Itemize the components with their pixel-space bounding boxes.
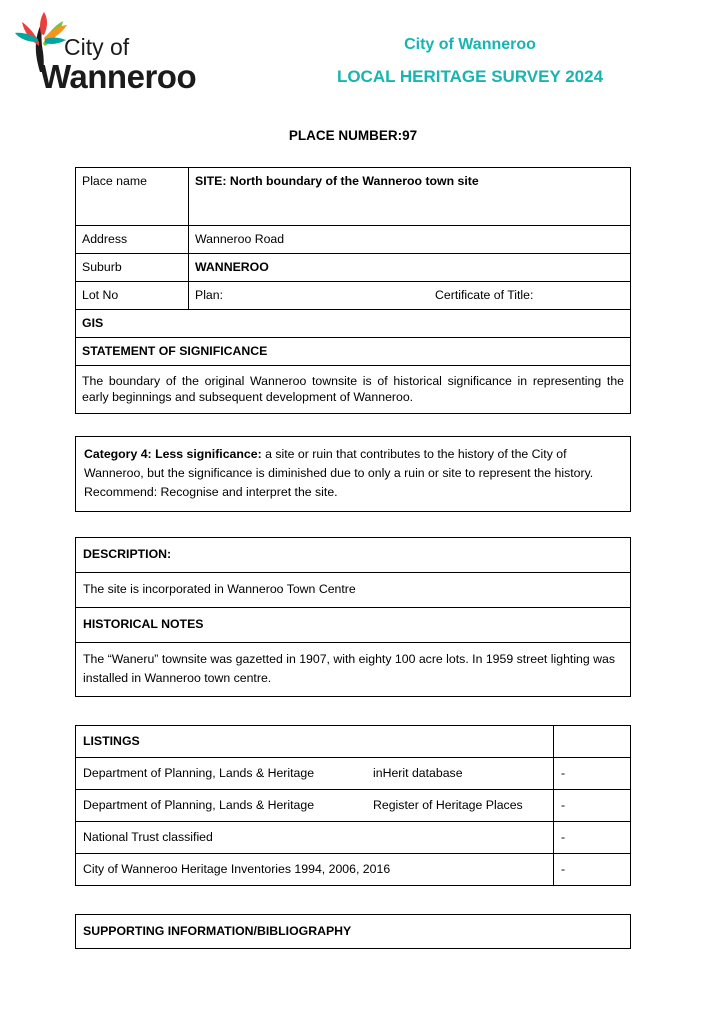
table-row: [76, 573, 631, 608]
listing-cell: [76, 758, 554, 790]
table-row: [76, 366, 631, 414]
address-label: Address: [76, 226, 189, 254]
description-table: [75, 537, 631, 697]
plan-label: Plan:: [195, 288, 224, 302]
listing-value: -: [554, 758, 631, 790]
listing-register: inHerit database: [373, 766, 463, 780]
description-text: The site is incorporated in Wanneroo Town Centre: [76, 573, 631, 608]
table-row: [76, 915, 631, 949]
category-heading: Category 4: Less significance:: [84, 447, 262, 461]
gis-label: GIS: [76, 310, 631, 338]
table-row: [76, 437, 631, 512]
table-row: [76, 726, 631, 758]
description-heading: DESCRIPTION:: [76, 538, 631, 573]
place-number: PLACE NUMBER:97: [288, 128, 418, 143]
listing-authority: City of Wanneroo Heritage Inventories 1994, 2006, 2016: [76, 854, 554, 886]
statement-of-significance-heading: STATEMENT OF SIGNIFICANCE: [76, 338, 631, 366]
category-table: [75, 436, 631, 512]
table-row: [76, 538, 631, 573]
table-row: [76, 822, 631, 854]
table-row: [76, 643, 631, 697]
listing-value: -: [554, 822, 631, 854]
table-row: [76, 790, 631, 822]
table-row: [76, 608, 631, 643]
listing-authority: Department of Planning, Lands & Heritage: [83, 766, 315, 780]
listings-table: [75, 725, 631, 886]
listing-authority: National Trust classified: [76, 822, 554, 854]
document-header: [0, 0, 706, 112]
table-row: [76, 168, 631, 226]
place-name-value: SITE: North boundary of the Wanneroo town site: [189, 168, 631, 226]
listings-heading-value: [554, 726, 631, 758]
header-title-survey: LOCAL HERITAGE SURVEY 2024: [336, 67, 604, 86]
historical-notes-heading: HISTORICAL NOTES: [76, 608, 631, 643]
logo-city-text: City of: [64, 34, 130, 60]
table-row: [76, 226, 631, 254]
category-cell: [76, 437, 631, 512]
address-value: Wanneroo Road: [189, 226, 631, 254]
table-row: [76, 854, 631, 886]
listing-register: Register of Heritage Places: [373, 798, 523, 812]
table-row: [76, 254, 631, 282]
listings-heading: LISTINGS: [76, 726, 554, 758]
supporting-information-heading: SUPPORTING INFORMATION/BIBLIOGRAPHY: [76, 915, 631, 949]
listing-authority: Department of Planning, Lands & Heritage: [83, 798, 315, 812]
suburb-value: WANNEROO: [189, 254, 631, 282]
lot-no-label: Lot No: [76, 282, 189, 310]
place-details-table: [75, 167, 631, 414]
supporting-information-table: [75, 914, 631, 949]
city-of-wanneroo-logo: [12, 12, 242, 104]
header-titles: [255, 34, 685, 90]
header-title-city: City of Wanneroo: [404, 36, 536, 53]
table-row: [76, 282, 631, 310]
table-row: [76, 310, 631, 338]
table-row: [76, 758, 631, 790]
category-text: a site or ruin that contributes to the history of the City of Wanneroo, but the significance is diminished due to only a ruin or site to represent the history. Recommend: Recognise and interpret the site.: [84, 447, 594, 499]
table-row: [76, 338, 631, 366]
listing-cell: [76, 790, 554, 822]
certificate-of-title-label: Certificate of Title:: [435, 288, 534, 302]
historical-notes-text: The “Waneru” townsite was gazetted in 1907, with eighty 100 acre lots. In 1959 street lighting was installed in Wanneroo town centre.: [76, 643, 631, 697]
listing-value: -: [554, 790, 631, 822]
statement-of-significance-text: The boundary of the original Wanneroo townsite is of historical significance in representing the early beginnings and subsequent development of Wanneroo.: [76, 366, 631, 414]
plan-certificate-cell: [189, 282, 631, 310]
logo-wanneroo-text: Wanneroo: [40, 58, 197, 95]
suburb-label: Suburb: [76, 254, 189, 282]
place-name-label: Place name: [76, 168, 189, 226]
listing-value: -: [554, 854, 631, 886]
